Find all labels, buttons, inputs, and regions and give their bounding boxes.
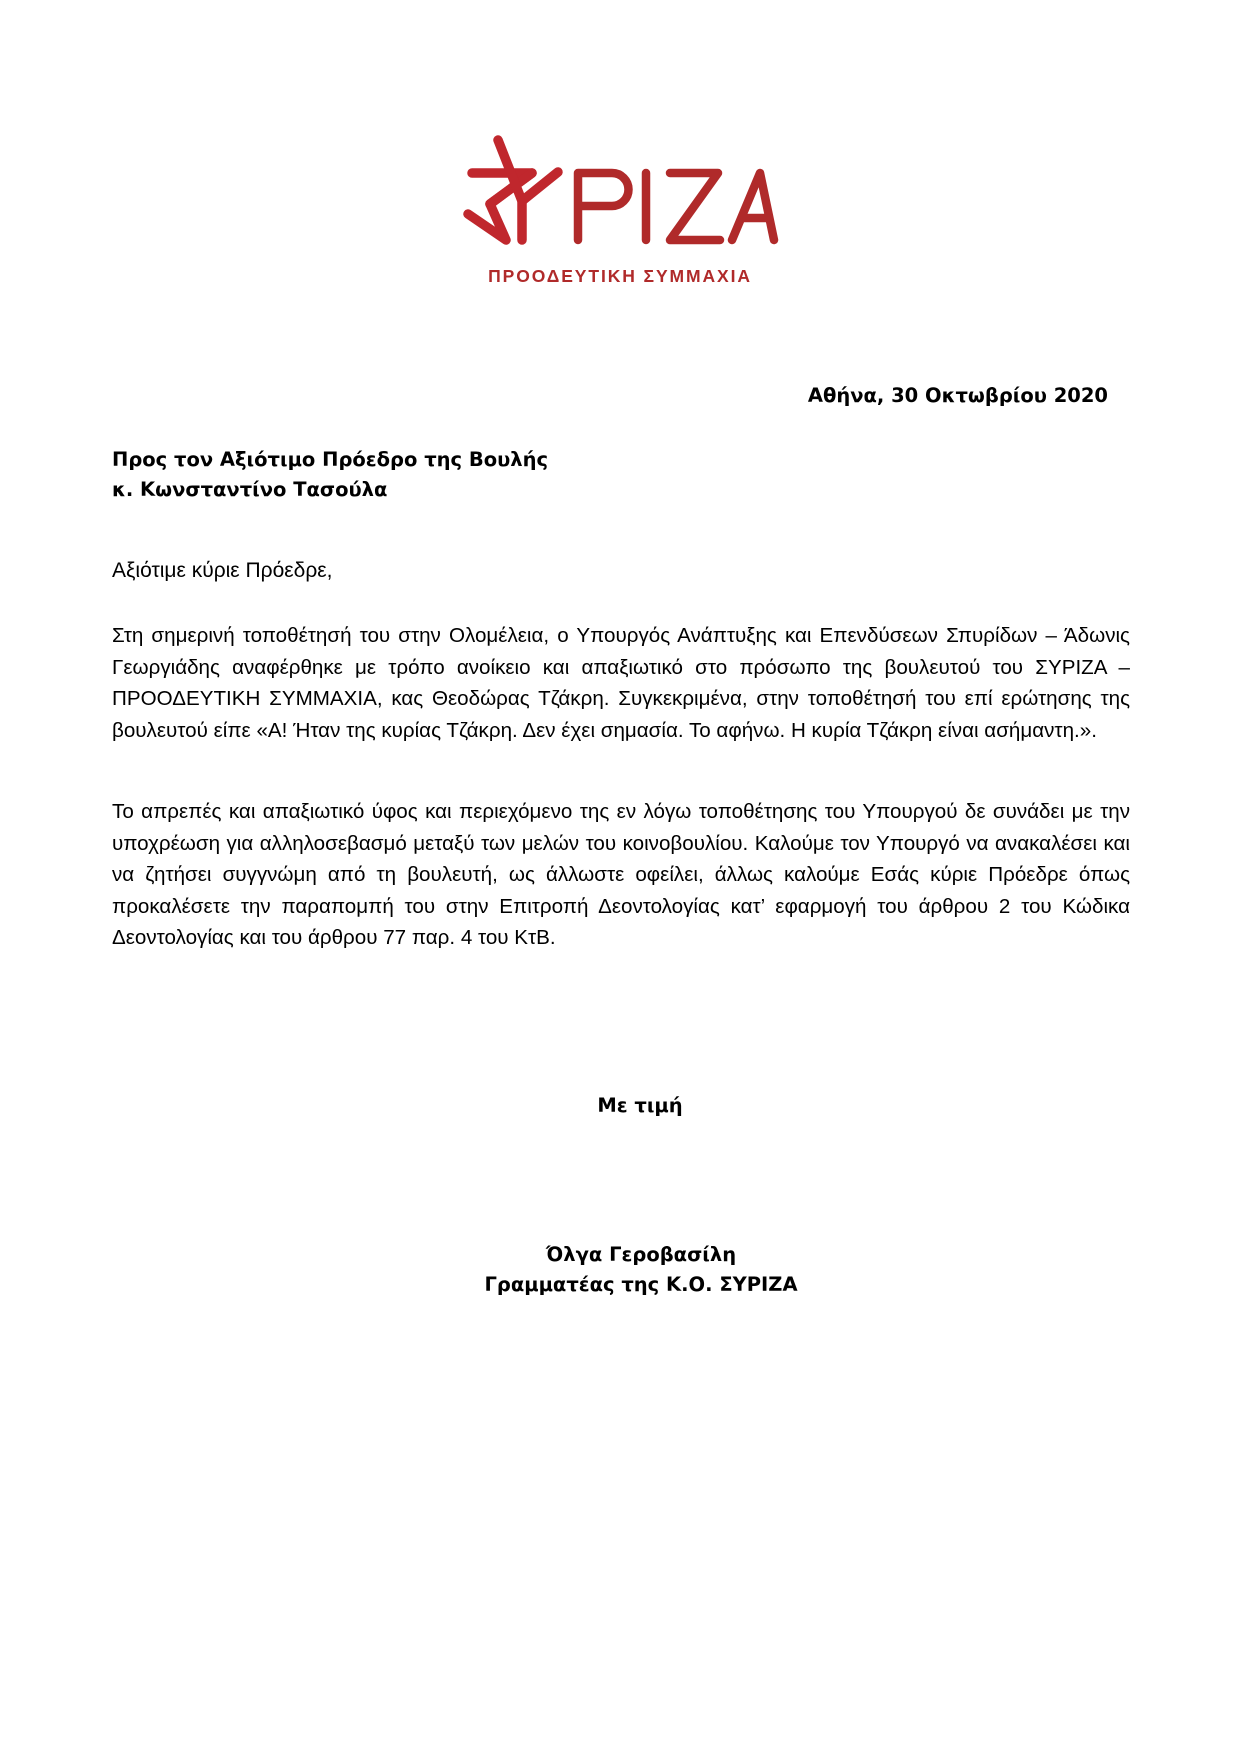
closing-salutation: Με τιμή xyxy=(597,1094,683,1117)
recipient-line-2: κ. Κωνσταντίνο Τασούλα xyxy=(112,478,388,501)
letterhead-subtitle: ΠΡΟΟΔΕΥΤΙΚΗ ΣΥΜΜΑΧΙΑ xyxy=(488,266,752,286)
recipient-block xyxy=(112,445,812,505)
signature-block xyxy=(0,1240,1240,1300)
syriza-logo xyxy=(460,128,780,252)
recipient-line-1: Προς τον Αξιότιμο Πρόεδρο της Βουλής xyxy=(112,448,549,471)
letterhead xyxy=(0,128,1240,286)
date-line: Αθήνα, 30 Οκτωβρίου 2020 xyxy=(807,384,1108,407)
body-paragraph-1: Στη σημερινή τοποθέτησή του στην Ολομέλεια, ο Υπουργός Ανάπτυξης και Επενδύσεων Σπυρίδων – Άδωνις Γεωργιάδης αναφέρθηκε με τρόπο ανοίκειο και απαξιωτικό στο πρόσωπο της βουλευτού του ΣΥΡΙΖΑ – ΠΡΟΟΔΕΥΤΙΚΗ ΣΥΜΜΑΧΙΑ, κας Θεοδώρας Τζάκρη. Συγκεκριμένα, στην τοποθέτησή του επί ερώτησης της βουλευτού είπε «Α! Ήταν της κυρίας Τζάκρη. Δεν έχει σημασία. Το αφήνω. Η κυρία Τζάκρη είναι ασήμαντη.». xyxy=(112,624,1130,742)
syriza-star-logo xyxy=(460,128,780,252)
salutation: Αξιότιμε κύριε Πρόεδρε, xyxy=(112,559,333,582)
signatory-title: Γραμματέας της Κ.Ο. ΣΥΡΙΖΑ xyxy=(484,1273,798,1296)
signatory-name: Όλγα Γεροβασίλη xyxy=(545,1243,737,1266)
body-paragraph-2: Το απρεπές και απαξιωτικό ύφος και περιεχόμενο της εν λόγω τοποθέτησης του Υπουργού δε συνάδει με την υποχρέωση για αλληλοσεβασμό μεταξύ των μελών του κοινοβουλίου. Καλούμε τον Υπουργό να ανακαλέσει και να ζητήσει συγγνώμη από τη βουλευτή, ως άλλωστε οφείλει, άλλως καλούμε Εσάς κύριε Πρόεδρε όπως προκαλέσετε την παραπομπή του στην Επιτροπή Δεοντολογίας κατ’ εφαρμογή του άρθρου 2 του Κώδικα Δεοντολογίας και του άρθρου 77 παρ. 4 του ΚτΒ. xyxy=(112,800,1130,950)
